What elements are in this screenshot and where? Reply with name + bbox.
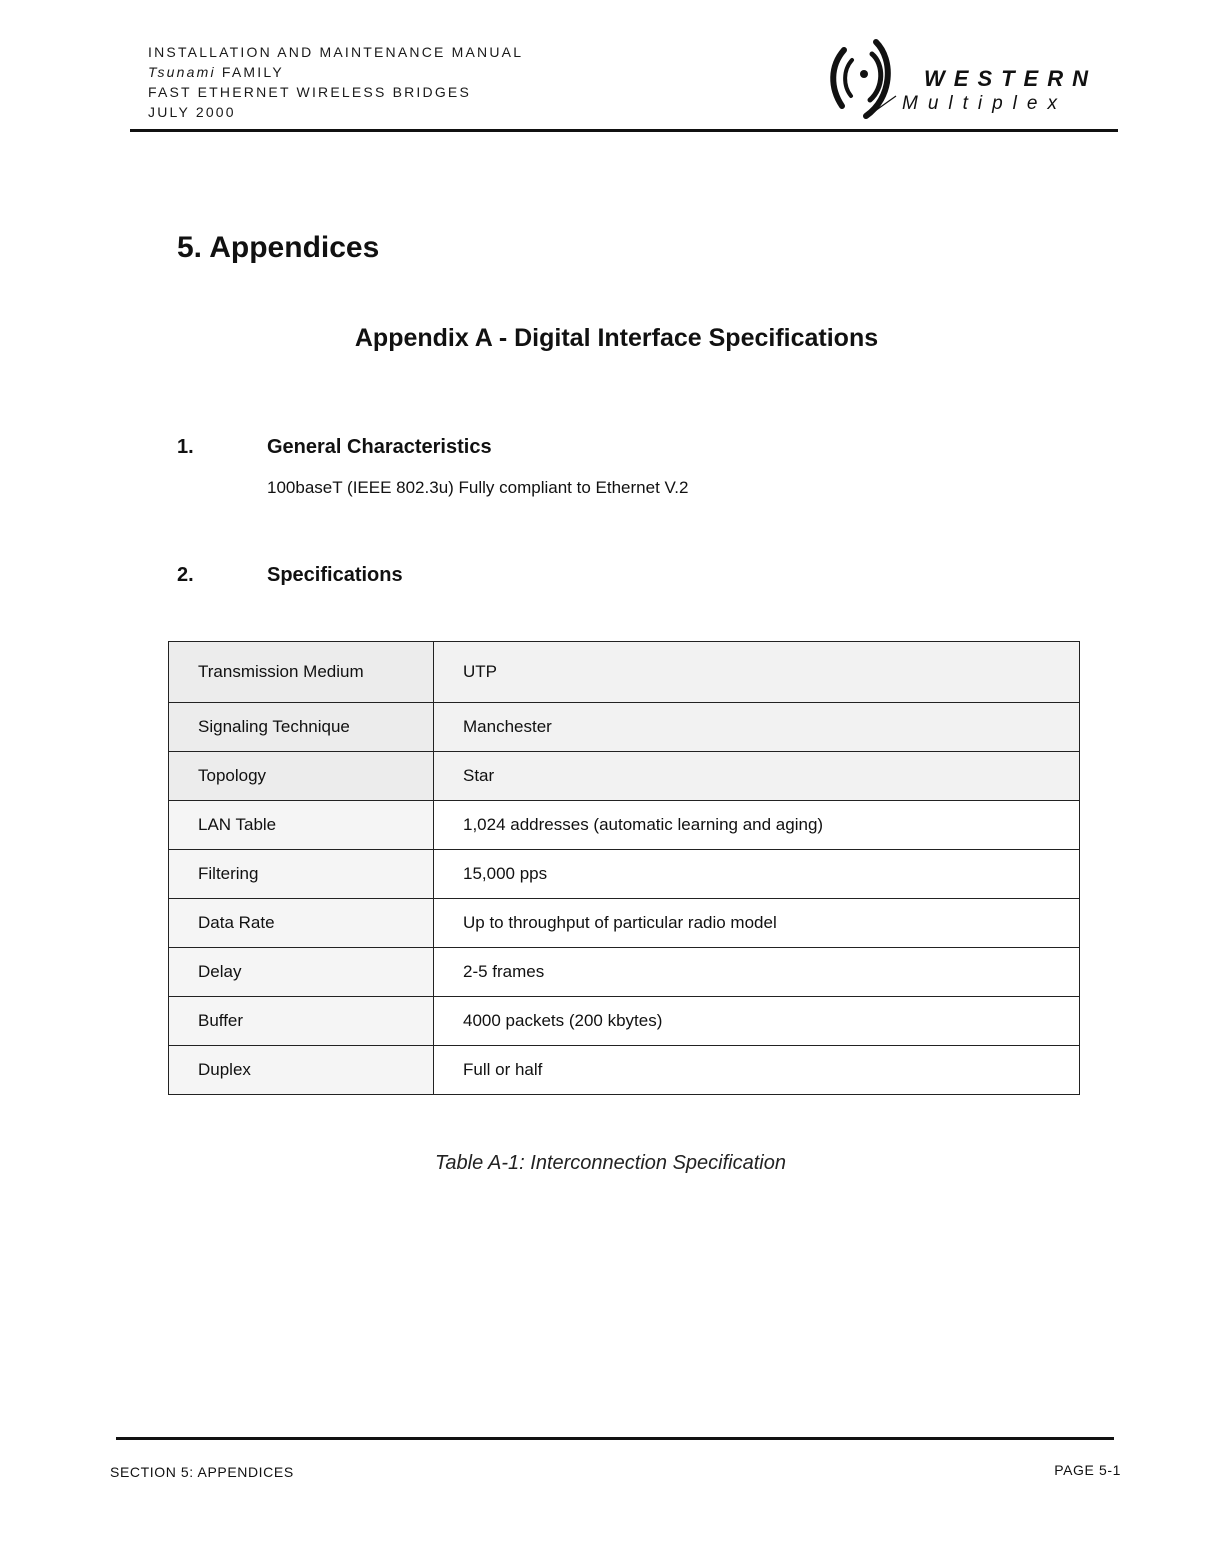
spec-value-cell: UTP: [434, 642, 1080, 703]
footer-divider: [116, 1437, 1114, 1440]
spec-value-cell: Up to throughput of particular radio model: [434, 899, 1080, 948]
table-row: [169, 948, 1080, 997]
footer-page-number: PAGE 5-1: [1054, 1462, 1121, 1478]
spec-name-cell: LAN Table: [169, 801, 434, 850]
spec-value-cell: Star: [434, 752, 1080, 801]
spec-name-cell: Data Rate: [169, 899, 434, 948]
spec-name-cell: Transmission Medium: [169, 642, 434, 703]
spec-value-cell: Manchester: [434, 703, 1080, 752]
table-row: [169, 850, 1080, 899]
spec-name-cell: Delay: [169, 948, 434, 997]
table-row: [169, 642, 1080, 703]
table-row: [169, 801, 1080, 850]
logo-word-western: WESTERN: [924, 66, 1097, 91]
table-row: [169, 997, 1080, 1046]
header-product-family: [148, 62, 523, 82]
spec-value-cell: 4000 packets (200 kbytes): [434, 997, 1080, 1046]
heading-number: 1.: [177, 436, 194, 458]
table-row: [169, 703, 1080, 752]
spec-value-cell: 15,000 pps: [434, 850, 1080, 899]
spec-name-cell: Signaling Technique: [169, 703, 434, 752]
spec-name-cell: Buffer: [169, 997, 434, 1046]
interconnection-spec-table: [168, 641, 1080, 1095]
spec-value-cell: 2-5 frames: [434, 948, 1080, 997]
table-row: [169, 752, 1080, 801]
header-manual-title: INSTALLATION AND MAINTENANCE MANUAL: [148, 44, 524, 60]
appendix-title: Appendix A - Digital Interface Specifications: [354, 324, 879, 352]
heading-text: General Characteristics: [267, 436, 492, 458]
radio-wave-logo-icon: [828, 36, 900, 120]
header-product-name: Tsunami: [148, 64, 216, 80]
heading-number: 2.: [177, 564, 194, 586]
footer-section-label: SECTION 5: APPENDICES: [110, 1464, 294, 1480]
table-row: [169, 899, 1080, 948]
western-multiplex-logo: [828, 36, 1108, 120]
logo-word-multiplex: Multiplex: [902, 93, 1067, 114]
table-row: [169, 1046, 1080, 1095]
header-product-line: FAST ETHERNET WIRELESS BRIDGES: [148, 84, 471, 100]
header-divider: [130, 129, 1118, 132]
spec-name-cell: Topology: [169, 752, 434, 801]
header-date: JULY 2000: [148, 104, 236, 120]
spec-value-cell: 1,024 addresses (automatic learning and aging): [434, 801, 1080, 850]
document-header: [148, 42, 523, 122]
table-caption: Table A-1: Interconnection Specification: [435, 1152, 786, 1174]
spec-name-cell: Filtering: [169, 850, 434, 899]
general-characteristics-text: 100baseT (IEEE 802.3u) Fully compliant to Ethernet V.2: [267, 478, 689, 497]
header-family-suffix: FAMILY: [215, 64, 284, 80]
heading-text: Specifications: [267, 564, 403, 586]
section-title: 5. Appendices: [177, 231, 380, 264]
spec-value-cell: Full or half: [434, 1046, 1080, 1095]
spec-name-cell: Duplex: [169, 1046, 434, 1095]
